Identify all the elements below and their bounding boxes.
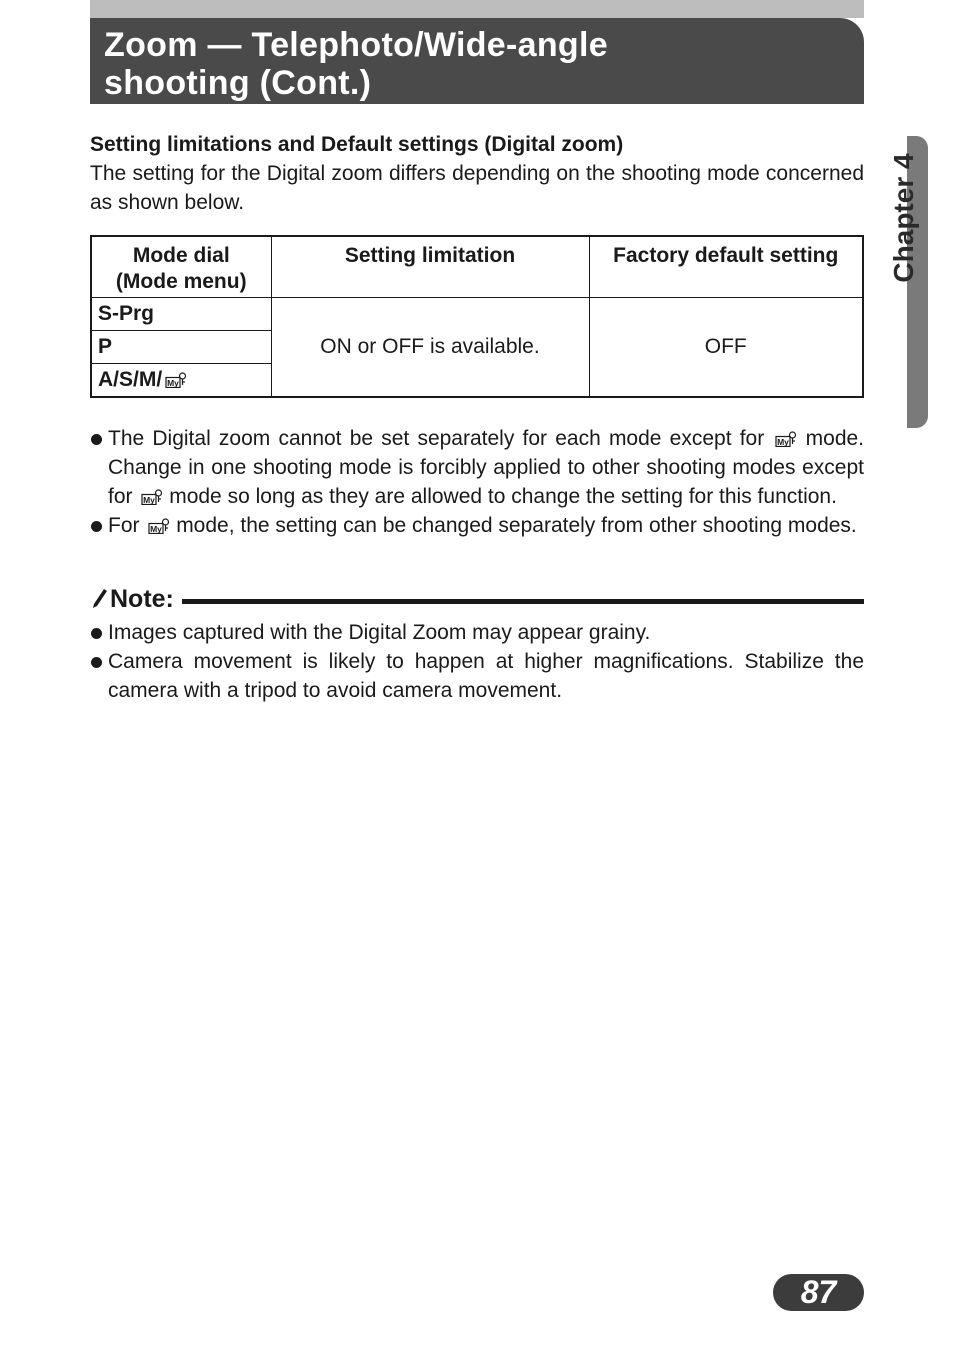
- page-title-line2: shooting (Cont.): [104, 64, 372, 102]
- my-mode-icon: [148, 518, 170, 534]
- header-mode-dial: [91, 236, 271, 298]
- bullet1-part1: The Digital zoom cannot be set separately for each mode except for: [108, 427, 765, 450]
- header-mode-dial-line2: (Mode menu): [115, 270, 247, 293]
- section-intro: The setting for the Digital zoom differs depending on the shooting mode concerned as shown below.: [90, 162, 864, 214]
- list-item: Images captured with the Digital Zoom may appear grainy.: [90, 618, 864, 647]
- bullet1-part2: mode. Change in one shooting mode is forcibly applied to other shooting modes except for: [108, 427, 865, 508]
- my-mode-icon: [141, 489, 163, 505]
- settings-table: [90, 235, 864, 398]
- header-mode-dial-line1: Mode dial: [132, 244, 230, 267]
- my-mode-icon: [775, 431, 797, 447]
- note-label: Note:: [110, 584, 174, 613]
- mode-cell-asm: [91, 364, 271, 398]
- chapter-label: Chapter 4: [888, 153, 919, 283]
- bullet1-part3: mode so long as they are allowed to change the setting for this function.: [169, 485, 837, 508]
- limitation-cell: ON or OFF is available.: [271, 298, 589, 398]
- section-heading: Setting limitations and Default settings (Digital zoom): [90, 133, 624, 156]
- page-header: [90, 18, 864, 104]
- pencil-icon: [90, 588, 108, 610]
- main-content: [90, 130, 864, 705]
- page-number: 87: [773, 1274, 864, 1311]
- default-cell: OFF: [589, 298, 863, 398]
- list-item: [90, 511, 864, 540]
- my-mode-icon: [165, 372, 187, 388]
- bullet2-part2: mode, the setting can be changed separately from other shooting modes.: [176, 514, 857, 537]
- header-factory-default: Factory default setting: [589, 236, 863, 298]
- header-top-strip: [90, 0, 864, 18]
- header-setting-limitation: Setting limitation: [271, 236, 589, 298]
- table-row: [91, 298, 863, 331]
- note-header: [90, 582, 864, 616]
- mode-cell-p: P: [91, 331, 271, 364]
- list-item: Camera movement is likely to happen at higher magnifications. Stabilize the camera with a tripod to avoid camera movement.: [90, 647, 864, 705]
- table-header-row: [91, 236, 863, 298]
- list-item: [90, 424, 864, 511]
- page-title: [104, 26, 864, 102]
- mode-cell-asm-label: A/S/M/: [98, 368, 163, 391]
- bullet2-part1: For: [108, 514, 140, 537]
- page-title-line1: Zoom — Telephoto/Wide-angle: [104, 26, 608, 64]
- bullet-list: [90, 424, 864, 540]
- mode-cell-sprg: S-Prg: [91, 298, 271, 331]
- note-list: [90, 618, 864, 705]
- note-divider: [182, 599, 864, 604]
- chapter-tab-label: [868, 138, 940, 298]
